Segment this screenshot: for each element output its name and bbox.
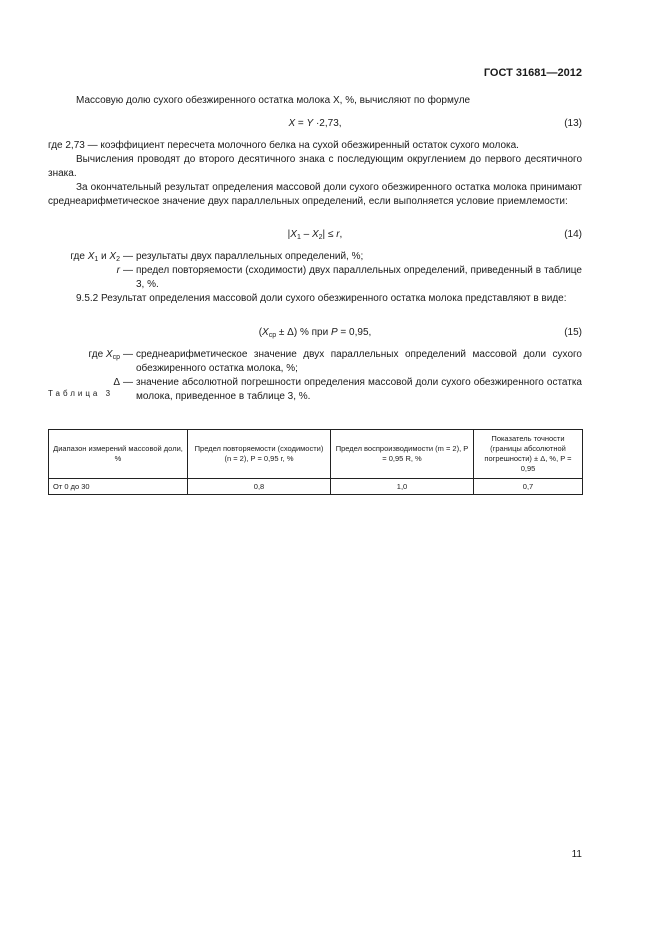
table-cell-accuracy: 0,7	[474, 479, 583, 495]
result-format-paragraph: 9.5.2 Результат определения массовой доли сухого обезжиренного остатка молока представляют в виде:	[76, 293, 567, 304]
table-header-reproducibility: Предел воспроизводимости (m = 2), P = 0,95 R, %	[331, 430, 474, 479]
definition-delta: Δ — значение абсолютной погрешности определения массовой доли сухого обезжиренного остатка молока, приведенное в таблице 3, %.	[48, 376, 582, 404]
final-result-paragraph: За окончательный результат определения массовой доли сухого обезжиренного остатка молока принимают среднеарифметическое значение двух параллельных определений, если выполняется условие приемлемости:	[48, 182, 582, 207]
table-header-row	[49, 430, 583, 479]
definition-r-text: предел повторяемости (сходимости) двух параллельных определений, приведенный в таблице 3, %.	[136, 265, 582, 290]
formula-14-number: (14)	[564, 229, 582, 240]
precision-table	[48, 429, 583, 495]
table-cell-range: От 0 до 30	[49, 479, 188, 495]
definition-r-key: r	[116, 265, 120, 276]
definition-x1-x2: где $X_1$ и $X_2$ — результаты двух параллельных определений, %;	[48, 250, 582, 264]
where-coefficient-paragraph: где 2,73 — коэффициент пересчета молочного белка на сухой обезжиренный остаток сухого молока.	[48, 140, 519, 151]
formula-14	[48, 228, 582, 242]
formula-13	[48, 117, 582, 131]
formula-14-expression: $|X_1 - X_2| \le r$,	[287, 229, 343, 241]
table-header-repeatability: Предел повторяемости (сходимости) (n = 2), P = 0,95 r, %	[188, 430, 331, 479]
formula-15	[48, 326, 582, 340]
definition-xcp: где $X_{ср}$ — среднеарифметическое значение двух параллельных определений массовой доли сухого обезжиренного остатка молока, %;	[48, 348, 582, 376]
page-number: 11	[571, 849, 582, 860]
definition-delta-text: значение абсолютной погрешности определения массовой доли сухого обезжиренного остатка молока, приведенное в таблице 3, %.	[136, 377, 582, 402]
document-header: ГОСТ 31681—2012	[483, 67, 582, 79]
formula-15-expression: $(X_{ср} \pm \Delta)$ % при P = 0,95,	[258, 327, 372, 339]
formula-13-number: (13)	[564, 118, 582, 129]
table-cell-reproducibility: 1,0	[331, 479, 474, 495]
definitions-block-1	[48, 250, 582, 292]
formula-15-number: (15)	[564, 327, 582, 338]
calculation-paragraph: Вычисления проводят до второго десятичного знака с последующим округлением до первого десятичного знака.	[48, 154, 582, 179]
definitions-block-2	[48, 348, 582, 404]
definition-r: r — предел повторяемости (сходимости) двух параллельных определений, приведенный в таблице 3, %.	[48, 264, 582, 292]
table-cell-repeatability: 0,8	[188, 479, 331, 495]
table-row	[49, 479, 583, 495]
intro-paragraph: Массовую долю сухого обезжиренного остатка молока X, %, вычисляют по формуле	[76, 95, 471, 106]
formula-13-expression: X = Y ·2,73,	[288, 118, 342, 129]
table-caption: Таблица 3	[48, 389, 114, 398]
definition-x1-x2-text: результаты двух параллельных определений, %;	[136, 251, 364, 262]
table-header-accuracy: Показатель точности (границы абсолютной погрешности) ± Δ, %, P = 0,95	[474, 430, 583, 479]
definition-delta-key: Δ	[113, 377, 120, 388]
definition-x1-x2-key: где $X_1$ и $X_2$	[70, 251, 120, 263]
definition-xcp-text: среднеарифметическое значение двух параллельных определений массовой доли сухого обезжиренного остатка молока, %;	[136, 349, 582, 374]
table-header-range: Диапазон измерений массовой доли, %	[49, 430, 188, 479]
definition-xcp-key: где $X_{ср}$	[88, 349, 120, 361]
